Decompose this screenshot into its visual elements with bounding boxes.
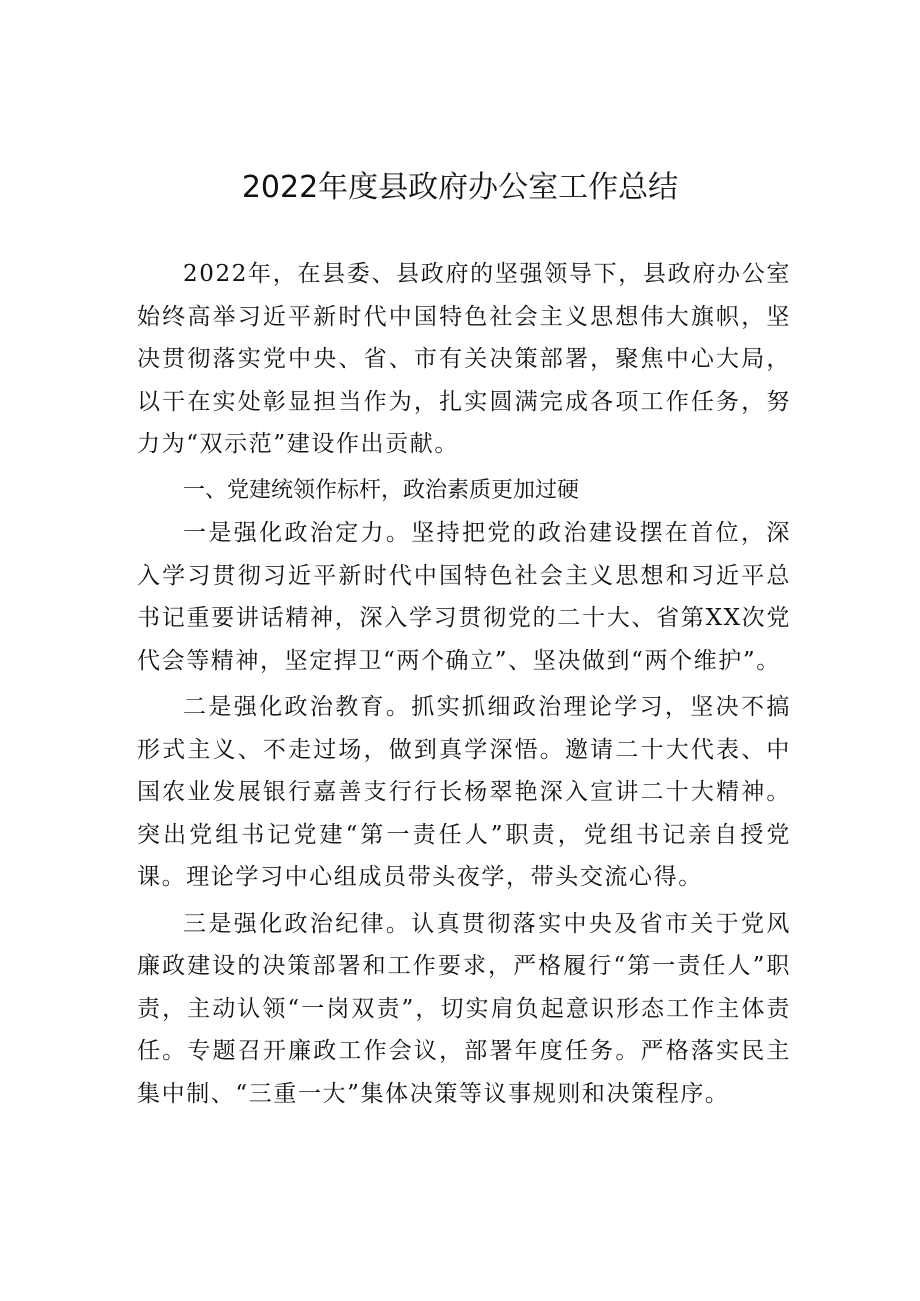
item-paragraph-1: 一是强化政治定力。坚持把党的政治建设摆在首位，深入学习贯彻习近平新时代中国特色社会主义思想和习近平总书记重要讲话精神，深入学习贯彻党的二十大、省第XX次党代会等精神，坚定捍卫“两个确立”、坚决做到“两个维护”。 bbox=[137, 520, 791, 674]
document-body bbox=[137, 253, 791, 1115]
item-paragraph-3: 三是强化政治纪律。认真贯彻落实中央及省市关于党风廉政建设的决策部署和工作要求，严格履行“第一责任人”职责，主动认领“一岗双责”，切实肩负起意识形态工作主体责任。专题召开廉政工作会议，部署年度任务。严格落实民主集中制、“三重一大”集体决策等议事规则和决策程序。 bbox=[137, 910, 791, 1107]
item-paragraph-2: 二是强化政治教育。抓实抓细政治理论学习，坚决不搞形式主义、不走过场，做到真学深悟。邀请二十大代表、中国农业发展银行嘉善支行行长杨翠艳深入宣讲二十大精神。突出党组书记党建“第一责任人”职责，党组书记亲自授党课。理论学习中心组成员带头夜学，带头交流心得。 bbox=[137, 694, 791, 890]
section-heading: 一、党建统领作标杆，政治素质更加过硬 bbox=[183, 477, 580, 503]
document-title: 2022年度县政府办公室工作总结 bbox=[241, 170, 679, 205]
intro-paragraph: 2022年，在县委、县政府的坚强领导下，县政府办公室始终高举习近平新时代中国特色社会主义思想伟大旗帜，坚决贯彻落实党中央、省、市有关决策部署，聚焦中心大局，以干在实处彰显担当作为，扎实圆满完成各项工作任务，努力为“双示范”建设作出贡献。 bbox=[137, 261, 791, 457]
